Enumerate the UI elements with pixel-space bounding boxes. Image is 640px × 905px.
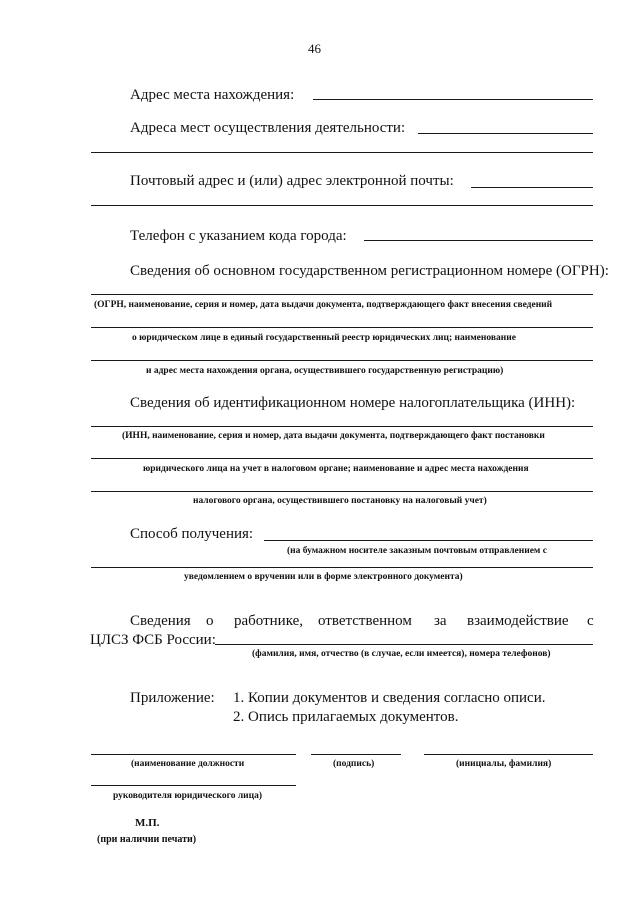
inn-hint-2: юридического лица на учет в налоговом органе; наименование и адрес места нахождения (143, 464, 529, 474)
inn-line-3[interactable] (91, 491, 593, 492)
position-line-2[interactable] (91, 785, 296, 786)
receipt-method-label: Способ получения: (130, 526, 254, 542)
activity-addresses-label: Адреса мест осуществления деятельности: (130, 120, 406, 136)
signature-line[interactable] (311, 754, 401, 755)
postal-email-line-2[interactable] (91, 205, 593, 206)
receipt-method-line[interactable] (264, 540, 593, 541)
attachments-label: Приложение: (130, 690, 215, 706)
stamp-hint: (при наличии печати) (97, 834, 197, 845)
ogrn-line-1[interactable] (91, 294, 593, 295)
position-hint-1: (наименование должности (131, 759, 245, 769)
inn-line-1[interactable] (91, 426, 593, 427)
employee-word-5: за (434, 613, 447, 629)
ogrn-line-3[interactable] (91, 360, 593, 361)
employee-word-3: работнике, (234, 613, 304, 629)
signature-hint: (подпись) (333, 759, 375, 769)
page-number: 46 (308, 41, 321, 56)
inn-line-2[interactable] (91, 458, 593, 459)
position-hint-2: руководителя юридического лица) (113, 791, 263, 801)
employee-word-7: с (587, 613, 594, 629)
initials-hint: (инициалы, фамилия) (456, 759, 552, 769)
phone-label: Телефон с указанием кода города: (130, 228, 347, 244)
position-line[interactable] (91, 754, 296, 755)
employee-line2-label: ЦЛСЗ ФСБ России: (90, 632, 216, 648)
employee-word-1: Сведения (130, 613, 191, 629)
employee-word-2: о (206, 613, 214, 629)
receipt-hint-2: уведомлением о вручении или в форме электронного документа) (184, 572, 463, 582)
activity-addresses-line-2[interactable] (91, 152, 593, 153)
ogrn-hint-2: о юридическом лице в единый государственный реестр юридических лиц; наименование (132, 333, 516, 343)
ogrn-hint-3: и адрес места нахождения органа, осуществившего государственную регистрацию) (146, 366, 504, 376)
ogrn-hint-1: (ОГРН, наименование, серия и номер, дата выдачи документа, подтверждающего факт внесения сведений (94, 300, 553, 310)
employee-line[interactable] (215, 644, 593, 645)
inn-hint-3: налогового органа, осуществившего постановку на налоговый учет) (193, 496, 487, 506)
attachment-item-2: 2. Опись прилагаемых документов. (233, 709, 459, 725)
stamp-label: М.П. (135, 817, 160, 829)
location-address-label: Адрес места нахождения: (130, 87, 295, 103)
inn-title: Сведения об идентификационном номере налогоплательщика (ИНН): (130, 395, 576, 411)
location-address-line[interactable] (313, 99, 593, 100)
inn-hint-1: (ИНН, наименование, серия и номер, дата выдачи документа, подтверждающего факт постановки (122, 431, 545, 441)
attachment-item-1: 1. Копии документов и сведения согласно описи. (233, 690, 546, 706)
initials-line[interactable] (424, 754, 593, 755)
employee-word-6: взаимодействие (467, 613, 569, 629)
postal-email-label: Почтовый адрес и (или) адрес электронной почты: (130, 173, 454, 189)
receipt-hint-1: (на бумажном носителе заказным почтовым отправлением с (287, 546, 547, 556)
employee-word-4: ответственном (318, 613, 412, 629)
activity-addresses-line[interactable] (418, 133, 593, 134)
receipt-method-line-2[interactable] (91, 567, 593, 568)
postal-email-line[interactable] (471, 187, 593, 188)
employee-hint: (фамилия, имя, отчество (в случае, если имеется), номера телефонов) (252, 649, 551, 659)
ogrn-line-2[interactable] (91, 327, 593, 328)
ogrn-title: Сведения об основном государственном регистрационном номере (ОГРН): (130, 263, 609, 279)
phone-line[interactable] (364, 240, 593, 241)
